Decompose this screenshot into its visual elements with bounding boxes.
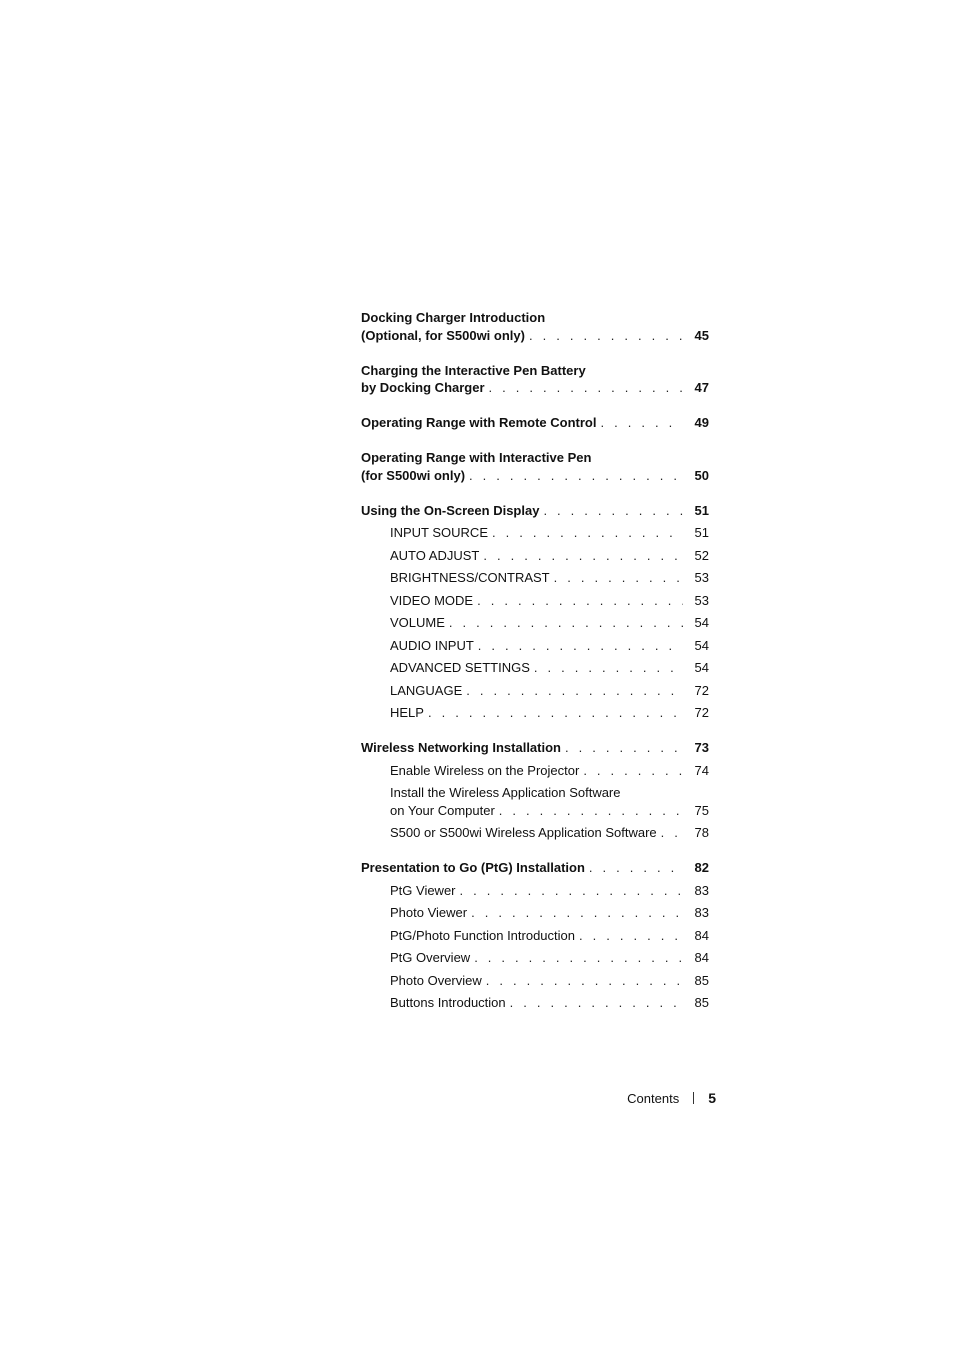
entry-gap: [361, 432, 709, 450]
dot-leader: [510, 994, 683, 1012]
entry-leader-line: [390, 569, 709, 587]
entry-leader-line: [361, 859, 709, 877]
dot-leader: [486, 972, 683, 990]
entry-leader-line: [390, 882, 709, 900]
entry-leader-line: [390, 547, 709, 565]
dot-leader: [471, 904, 683, 922]
entry-leader-line: [390, 927, 709, 945]
toc-subsection-entry[interactable]: [361, 972, 709, 990]
entry-title-line: Operating Range with Remote Control: [361, 415, 597, 430]
entry-title-line: Operating Range with Interactive Pen: [361, 450, 592, 465]
entry-leader-line: [361, 502, 709, 520]
entry-page-number: 83: [694, 905, 709, 920]
entry-page-number: 84: [694, 950, 709, 965]
toc-subsection-entry[interactable]: [361, 659, 709, 677]
toc-section-entry[interactable]: [361, 739, 709, 757]
entry-page-number: 75: [694, 802, 709, 818]
entry-title-line: LANGUAGE: [390, 682, 463, 698]
dot-leader: [600, 414, 683, 432]
footer-separator: [693, 1092, 694, 1104]
entry-title-line: PtG Viewer: [390, 882, 456, 898]
page-number: 5: [708, 1090, 716, 1106]
toc-subsection-entry[interactable]: [361, 949, 709, 967]
dot-leader: [466, 682, 683, 700]
entry-leader-line: [361, 414, 709, 432]
toc-subsection-entry[interactable]: [361, 824, 709, 842]
entry-leader-line: [390, 949, 709, 967]
dot-leader: [661, 824, 683, 842]
toc-subsection-entry[interactable]: [361, 762, 709, 780]
entry-gap: [361, 722, 709, 740]
entry-title-line: on Your Computer: [390, 802, 495, 818]
entry-title-line: INPUT SOURCE: [390, 525, 488, 540]
dot-leader: [477, 592, 683, 610]
entry-page-number: 50: [694, 467, 709, 483]
entry-title-line: by Docking Charger: [361, 380, 485, 395]
toc-section-entry[interactable]: [361, 309, 709, 344]
entry-page-number: 78: [694, 825, 709, 840]
entry-page-number: 53: [694, 570, 709, 585]
dot-leader: [534, 659, 683, 677]
dot-leader: [543, 502, 683, 520]
dot-leader: [554, 569, 683, 587]
entry-leader-line: [390, 904, 709, 922]
entry-leader-line: [390, 994, 709, 1012]
dot-leader: [449, 614, 683, 632]
entry-leader-line: [361, 327, 709, 345]
entry-title-line: Charging the Interactive Pen Battery: [361, 362, 586, 378]
entry-title-line: ADVANCED SETTINGS: [390, 660, 530, 675]
toc-section-entry[interactable]: [361, 362, 709, 397]
dot-leader: [478, 637, 683, 655]
entry-title-line: Photo Overview: [390, 972, 482, 988]
toc-subsection-entry[interactable]: [361, 524, 709, 542]
entry-title-line: Docking Charger Introduction: [361, 310, 546, 325]
entry-title-line: Photo Viewer: [390, 905, 468, 920]
entry-page-number: 54: [694, 660, 709, 675]
toc-subsection-entry[interactable]: [361, 904, 709, 922]
entry-leader-line: [390, 637, 709, 655]
entry-page-number: 84: [694, 927, 709, 943]
entry-page-number: 52: [694, 547, 709, 563]
toc-section-entry[interactable]: [361, 502, 709, 520]
entry-page-number: 51: [694, 502, 709, 518]
entry-page-number: 47: [694, 380, 709, 395]
entry-page-number: 51: [694, 525, 709, 540]
entry-page-number: 73: [694, 740, 709, 755]
toc-section-entry[interactable]: [361, 414, 709, 432]
dot-leader: [489, 379, 683, 397]
toc-subsection-entry[interactable]: [361, 547, 709, 565]
entry-leader-line: [390, 972, 709, 990]
entry-leader-line: [390, 592, 709, 610]
entry-title-line: Wireless Networking Installation: [361, 740, 561, 755]
entry-leader-line: [390, 802, 709, 820]
entry-leader-line: [361, 739, 709, 757]
dot-leader: [474, 949, 683, 967]
dot-leader: [529, 327, 683, 345]
entry-page-number: 85: [694, 972, 709, 988]
entry-page-number: 74: [694, 762, 709, 778]
dot-leader: [483, 547, 683, 565]
dot-leader: [565, 739, 683, 757]
entry-leader-line: [390, 524, 709, 542]
toc-subsection-entry[interactable]: [361, 784, 709, 819]
entry-page-number: 85: [694, 995, 709, 1010]
toc-subsection-entry[interactable]: [361, 569, 709, 587]
entry-title-line: PtG/Photo Function Introduction: [390, 927, 575, 943]
entry-title-line: VIDEO MODE: [390, 592, 474, 608]
toc-subsection-entry[interactable]: [361, 637, 709, 655]
entry-gap: [361, 344, 709, 362]
entry-page-number: 72: [694, 705, 709, 720]
entry-title-line: Enable Wireless on the Projector: [390, 762, 580, 778]
entry-leader-line: [390, 682, 709, 700]
entry-title-line: PtG Overview: [390, 950, 471, 965]
toc-subsection-entry[interactable]: [361, 614, 709, 632]
entry-page-number: 72: [694, 682, 709, 698]
entry-title-line: VOLUME: [390, 615, 445, 630]
table-of-contents: [361, 309, 709, 1012]
entry-title-line: Buttons Introduction: [390, 995, 506, 1010]
page-footer: [600, 1088, 716, 1108]
dot-leader: [469, 467, 683, 485]
entry-title-line: AUDIO INPUT: [390, 637, 474, 653]
entry-leader-line: [390, 659, 709, 677]
entry-title-line: S500 or S500wi Wireless Application Software: [390, 825, 657, 840]
entry-title-line: HELP: [390, 705, 424, 720]
toc-section-entry[interactable]: [361, 449, 709, 484]
entry-title-line: (Optional, for S500wi only): [361, 327, 525, 343]
toc-subsection-entry[interactable]: [361, 927, 709, 945]
dot-leader: [492, 524, 683, 542]
entry-page-number: 45: [694, 327, 709, 343]
entry-leader-line: [390, 614, 709, 632]
entry-page-number: 82: [694, 860, 709, 875]
entry-title-line: AUTO ADJUST: [390, 547, 480, 563]
entry-gap: [361, 842, 709, 860]
entry-title-line: Install the Wireless Application Software: [390, 785, 621, 800]
entry-leader-line: [390, 704, 709, 722]
entry-title-line: (for S500wi only): [361, 467, 466, 483]
entry-page-number: 83: [694, 882, 709, 898]
footer-label: Contents: [627, 1090, 680, 1106]
dot-leader: [589, 859, 683, 877]
toc-subsection-entry[interactable]: [361, 882, 709, 900]
entry-title-line: Using the On-Screen Display: [361, 502, 540, 518]
toc-subsection-entry[interactable]: [361, 682, 709, 700]
entry-title-line: BRIGHTNESS/CONTRAST: [390, 570, 550, 585]
dot-leader: [579, 927, 683, 945]
entry-gap: [361, 397, 709, 415]
entry-page-number: 49: [694, 415, 709, 430]
dot-leader: [460, 882, 683, 900]
toc-subsection-entry[interactable]: [361, 592, 709, 610]
toc-subsection-entry[interactable]: [361, 704, 709, 722]
entry-gap: [361, 484, 709, 502]
entry-page-number: 53: [694, 592, 709, 608]
entry-leader-line: [390, 824, 709, 842]
dot-leader: [499, 802, 683, 820]
entry-leader-line: [390, 762, 709, 780]
entry-leader-line: [361, 379, 709, 397]
entry-page-number: 54: [694, 637, 709, 653]
entry-leader-line: [361, 467, 709, 485]
dot-leader: [583, 762, 683, 780]
entry-page-number: 54: [694, 615, 709, 630]
toc-section-entry[interactable]: [361, 859, 709, 877]
dot-leader: [428, 704, 683, 722]
entry-title-line: Presentation to Go (PtG) Installation: [361, 860, 585, 875]
toc-subsection-entry[interactable]: [361, 994, 709, 1012]
